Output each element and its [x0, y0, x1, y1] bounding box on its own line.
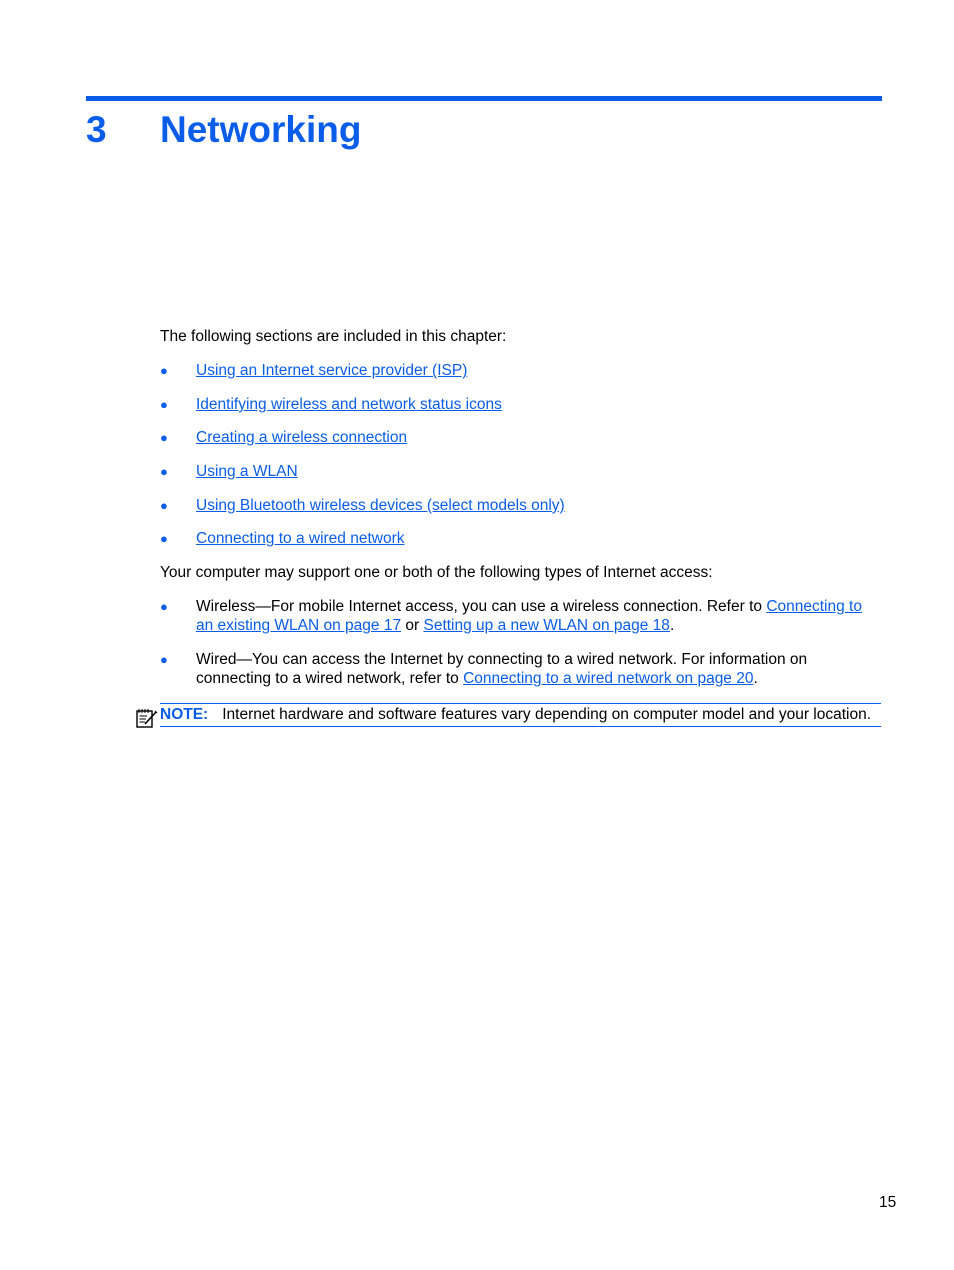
link-existing-wlan[interactable]: Connecting to an existing WLAN on page 17 [196, 598, 862, 634]
note-box [160, 703, 881, 727]
section-link-bluetooth[interactable]: Using Bluetooth wireless devices (select models only) [196, 497, 565, 514]
bullet-icon: ● [160, 498, 168, 513]
chapter-rule [86, 96, 882, 101]
section-link-status-icons[interactable]: Identifying wireless and network status icons [196, 396, 502, 413]
section-link-wireless-connection[interactable]: Creating a wireless connection [196, 429, 408, 446]
bullet-icon: ● [160, 363, 168, 378]
wireless-text: Wireless—For mobile Internet access, you can use a wireless connection. Refer to Connecting to an existing WLAN on page 17 or Setting up a new WLAN on page 18. [196, 598, 862, 634]
section-link-isp[interactable]: Using an Internet service provider (ISP) [196, 362, 468, 379]
bullet-icon: ● [160, 652, 168, 667]
note-label: NOTE: [160, 706, 209, 723]
access-intro-paragraph: Your computer may support one or both of the following types of Internet access: [160, 564, 713, 581]
bullet-icon: ● [160, 531, 168, 546]
bullet-icon: ● [160, 599, 168, 614]
chapter-number: 3 [86, 109, 107, 150]
section-link-wired-network[interactable]: Connecting to a wired network [196, 530, 405, 547]
note-text: Internet hardware and software features vary depending on computer model and your location. [222, 706, 872, 723]
wired-text: Wired—You can access the Internet by connecting to a wired network. For information on connecting to a wired network, refer to Connecting to a wired network on page 20. [196, 651, 808, 687]
chapter-title: Networking [160, 109, 362, 150]
page-number: 15 [879, 1194, 897, 1211]
note-pad-icon [135, 706, 159, 730]
link-wired-network-page[interactable]: Connecting to a wired network on page 20 [463, 670, 754, 687]
bullet-icon: ● [160, 397, 168, 412]
intro-paragraph: The following sections are included in this chapter: [160, 328, 507, 345]
link-new-wlan[interactable]: Setting up a new WLAN on page 18 [423, 617, 670, 634]
bullet-icon: ● [160, 430, 168, 445]
section-link-wlan[interactable]: Using a WLAN [196, 463, 298, 480]
bullet-icon: ● [160, 464, 168, 479]
